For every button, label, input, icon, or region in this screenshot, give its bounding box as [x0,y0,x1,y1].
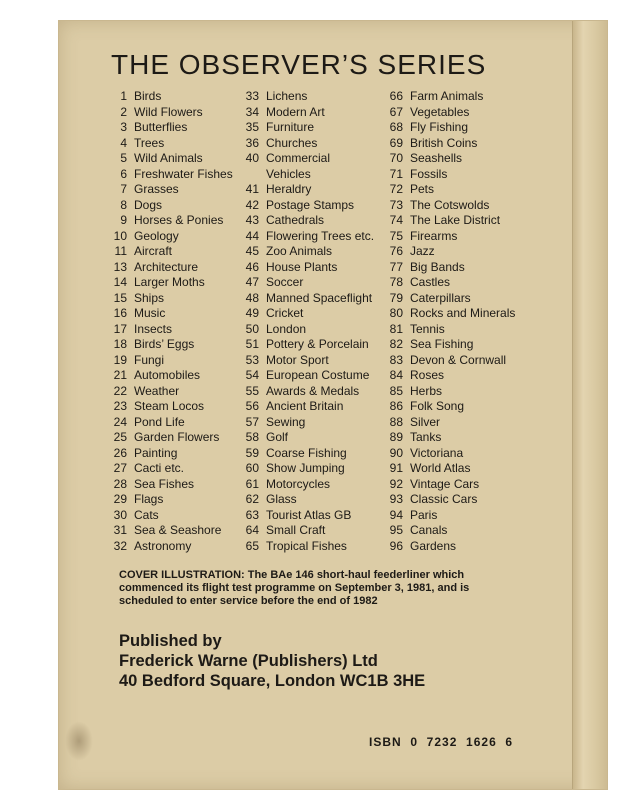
series-list-item [235,260,374,276]
series-list-item [103,399,233,415]
series-number: 7 [120,182,127,196]
series-number: 8 [120,197,127,212]
series-title-text: Soccer [266,275,304,289]
series-number: 2 [120,104,127,119]
series-number: 62 [245,492,259,506]
series-title-text: Vintage Cars [410,476,480,491]
series-list-item [379,399,515,415]
series-title-text: Ancient Britain [266,399,344,413]
series-list-item [235,353,374,369]
series-title-text: Motor Sport [266,352,329,367]
series-title-text: Wild Flowers [134,104,203,119]
series-number: 80 [389,306,403,320]
publisher-block [119,631,425,691]
series-list-item [379,182,515,198]
series-list-item [103,244,233,260]
series-number: 6 [120,166,127,181]
series-list-item [103,260,233,276]
series-number: 95 [389,523,403,537]
series-title-text: Coarse Fishing [266,445,347,460]
series-list-item [379,492,515,508]
series-title-text: Roses [410,368,445,382]
series-list-item [235,523,374,539]
series-list-item [103,89,233,105]
series-number: 27 [113,461,127,475]
series-number: 72 [389,182,403,196]
series-number: 68 [389,120,403,134]
series-title-text: Aircraft [134,244,173,258]
series-title-text: Rocks and Minerals [410,306,516,320]
series-list-item [103,151,233,167]
series-title-text: Birds’ Eggs [134,337,195,351]
series-title-text: Cacti etc. [134,461,185,475]
series-number: 53 [245,352,259,367]
series-title-text: House Plants [266,259,338,274]
series-list-item [379,415,515,431]
series-number: 4 [120,135,127,150]
series-title-text: Paris [410,507,438,522]
series-list-item [235,291,374,307]
series-number: 67 [389,104,403,119]
publisher-line: Frederick Warne (Publishers) Ltd [119,652,378,670]
series-list-item [235,167,374,183]
series-number: 18 [113,337,127,351]
series-title-text: Fossils [410,166,448,181]
series-list-item [235,151,374,167]
series-list-item [379,105,515,121]
series-number: 64 [245,523,259,537]
series-number: 17 [113,321,127,336]
cover-illustration-note [119,569,559,608]
series-list-item [379,120,515,136]
series-number: 10 [113,228,127,243]
series-title-text: Horses & Ponies [134,213,224,227]
series-number: 21 [113,368,127,382]
series-title-text: Dogs [134,197,163,212]
series-list-item [103,446,233,462]
series-number: 46 [245,259,259,274]
series-title-text: Grasses [134,182,179,196]
series-list-item [379,508,515,524]
series-number: 81 [389,321,403,336]
series-title-text: Vegetables [410,104,470,119]
series-list-item [235,244,374,260]
series-title-text: Sea Fishes [134,476,195,491]
series-title-text: Pets [410,182,435,196]
series-list-item [103,136,233,152]
series-number: 26 [113,445,127,460]
series-title-text: European Costume [266,368,370,382]
series-list-item [379,167,515,183]
series-list-item [235,430,374,446]
series-title-text: Sewing [266,414,306,429]
series-list-item [103,384,233,400]
series-title-text: Classic Cars [410,492,478,506]
series-list-item [379,291,515,307]
series-number: 78 [389,275,403,289]
series-number: 32 [113,538,127,553]
series-title-text: Birds [134,89,162,103]
series-title-text: Golf [266,430,289,444]
series-list-item [379,244,515,260]
title-list-column-1 [103,89,233,554]
series-list-item [103,353,233,369]
series-title-text: Music [134,306,166,320]
series-title-text: Jazz [410,244,435,258]
series-list-item [235,492,374,508]
series-list-item [103,477,233,493]
series-title-text: Lichens [266,89,308,103]
series-number: 59 [245,445,259,460]
series-list-item [235,275,374,291]
publisher-line: 40 Bedford Square, London WC1B 3HE [119,672,426,690]
series-number: 73 [389,197,403,212]
series-title-text: Sea Fishing [410,337,474,351]
series-number: 45 [245,244,259,258]
cover-note-line: COVER ILLUSTRATION: The BAe 146 short-haul feederliner which [119,569,465,581]
series-list-item [379,136,515,152]
series-list-item [379,213,515,229]
series-number: 91 [389,461,403,475]
series-number: 58 [245,430,259,444]
series-number [235,167,259,183]
series-title-text: London [266,321,307,336]
series-title-text: Postage Stamps [266,197,355,212]
series-number: 24 [113,414,127,429]
series-list-item [103,415,233,431]
series-list-item [235,415,374,431]
series-list-item [379,306,515,322]
series-number: 30 [113,507,127,522]
series-title-text: Heraldry [266,182,312,196]
series-number: 33 [245,89,259,103]
cover-note-line: scheduled to enter service before the end of 1982 [119,595,378,607]
series-title-text: Tourist Atlas GB [266,507,352,522]
series-number: 84 [389,368,403,382]
series-title-text: Architecture [134,259,199,274]
series-list-item [103,182,233,198]
series-title-text: Pottery & Porcelain [266,337,369,351]
series-list-item [379,275,515,291]
series-list-item [235,89,374,105]
series-title-text: Cats [134,507,159,522]
series-title-text: Insects [134,321,173,336]
series-number: 35 [245,120,259,134]
series-number: 55 [245,383,259,398]
series-list-item [103,322,233,338]
series-list-item [235,539,374,555]
series-list-item [379,430,515,446]
series-title-text: Wild Animals [134,151,203,165]
series-title-text: Tropical Fishes [266,538,347,553]
series-title-text: Big Bands [410,259,465,274]
series-title-text: Gardens [410,538,457,553]
series-list-item [235,182,374,198]
series-list-item [379,322,515,338]
series-list-item [379,353,515,369]
series-title-text: Victoriana [410,445,464,460]
series-title-text: Flowering Trees etc. [266,228,375,243]
series-number: 79 [389,290,403,305]
series-list-item [379,539,515,555]
series-title-text: Vehicles [266,166,311,181]
series-number: 63 [245,507,259,522]
series-number: 85 [389,383,403,398]
series-number: 49 [245,306,259,320]
series-title-text: Flags [134,492,164,506]
series-title-text: Weather [134,383,180,398]
series-number: 5 [120,151,127,165]
series-number: 3 [120,120,127,134]
series-list-item [103,198,233,214]
series-title-text: Furniture [266,120,315,134]
series-list-item [235,306,374,322]
series-number: 82 [389,337,403,351]
series-list-item [235,461,374,477]
series-list-item [379,523,515,539]
series-title-text: Cathedrals [266,213,325,227]
series-list-item [103,213,233,229]
cover-stain [65,721,93,761]
series-number: 88 [389,414,403,429]
series-list-item [103,539,233,555]
series-number: 96 [389,538,403,553]
series-list-item [103,523,233,539]
series-title-text: Larger Moths [134,275,205,289]
book-spine [572,21,607,789]
series-list-item [235,477,374,493]
series-list-item [379,384,515,400]
series-title-text: Herbs [410,383,443,398]
series-number: 50 [245,321,259,336]
series-list-item [379,229,515,245]
series-number: 31 [113,523,127,537]
series-title-text: Silver [410,414,441,429]
series-number: 66 [389,89,403,103]
series-list-item [379,446,515,462]
series-number: 19 [113,352,127,367]
cover-note-line: commenced its flight test programme on September 3, 1981, and is [119,582,470,594]
series-title: THE OBSERVER’S SERIES [111,49,487,80]
series-list-item [235,322,374,338]
title-list-column-3 [379,89,515,554]
series-number: 13 [113,259,127,274]
series-number: 83 [389,352,403,367]
series-number: 57 [245,414,259,429]
series-title-text: Cricket [266,306,304,320]
book-back-cover [58,20,608,790]
series-list-item [103,120,233,136]
publisher-line: Published by [119,632,222,650]
series-title-text: Automobiles [134,368,201,382]
series-number: 76 [389,244,403,258]
series-title-text: Fly Fishing [410,120,469,134]
series-title-text: Freshwater Fishes [134,166,233,181]
series-number: 71 [389,166,403,181]
series-title-text: Butterflies [134,120,188,134]
series-number: 36 [245,135,259,150]
series-number: 54 [245,368,259,382]
series-list-item [103,337,233,353]
series-list-item [235,508,374,524]
series-list-item [103,368,233,384]
series-list-item [103,306,233,322]
series-title-text: Painting [134,445,178,460]
series-number: 94 [389,507,403,522]
series-title-text: World Atlas [410,461,471,475]
series-number: 41 [245,182,259,196]
series-list-item [379,477,515,493]
series-list-item [103,229,233,245]
series-number: 15 [113,290,127,305]
series-title-text: Folk Song [410,399,465,413]
series-number: 34 [245,104,259,119]
series-number: 92 [389,476,403,491]
series-title-text: Fungi [134,352,165,367]
series-title-text: Sea & Seashore [134,523,222,537]
series-number: 89 [389,430,403,444]
isbn-number: ISBN 0 7232 1626 6 [369,735,514,749]
series-title-text: Farm Animals [410,89,484,103]
series-number: 77 [389,259,403,274]
series-list-item [235,399,374,415]
series-title-text: Churches [266,135,318,150]
series-list-item [235,368,374,384]
series-number: 11 [114,244,127,258]
series-number: 74 [389,213,403,227]
series-list-item [379,89,515,105]
series-title-text: Astronomy [134,538,192,553]
series-number: 75 [389,228,403,243]
series-number: 16 [113,306,127,320]
series-number: 40 [245,151,259,165]
series-list-item [103,508,233,524]
series-title-text: Pond Life [134,414,185,429]
series-number: 51 [245,337,259,351]
series-number: 14 [113,275,127,289]
series-list-item [103,275,233,291]
series-title-text: Glass [266,492,297,506]
series-title-text: British Coins [410,135,478,150]
series-title-text: Garden Flowers [134,430,220,444]
series-number: 44 [245,228,259,243]
series-title-text: The Lake District [410,213,501,227]
series-title-text: Tennis [410,321,445,336]
series-list-item [379,260,515,276]
series-title-text: Zoo Animals [266,244,333,258]
series-number: 47 [245,275,259,289]
series-number: 9 [120,213,127,227]
series-number: 60 [245,461,259,475]
series-number: 56 [245,399,259,413]
series-number: 86 [389,399,403,413]
series-list-item [103,105,233,121]
series-number: 65 [245,538,259,553]
series-list-item [235,229,374,245]
series-number: 1 [120,89,127,103]
series-title-text: Devon & Cornwall [410,352,507,367]
series-title-text: Canals [410,523,448,537]
series-title-text: Manned Spaceflight [266,290,373,305]
series-title-text: The Cotswolds [410,197,490,212]
series-number: 25 [113,430,127,444]
title-list-column-2 [235,89,374,554]
series-title-text: Modern Art [266,104,325,119]
series-number: 70 [389,151,403,165]
series-title-text: Motorcycles [266,476,331,491]
series-number: 28 [113,476,127,491]
series-number: 93 [389,492,403,506]
series-list-item [235,384,374,400]
series-title-text: Awards & Medals [266,383,360,398]
series-title-text: Small Craft [266,523,326,537]
series-list-item [235,120,374,136]
series-list-item [103,167,233,183]
series-title-text: Seashells [410,151,463,165]
series-title-text: Steam Locos [134,399,205,413]
series-title-text: Tanks [410,430,442,444]
series-list-item [103,461,233,477]
series-title-text: Show Jumping [266,461,345,475]
series-title-text: Ships [134,290,165,305]
series-list-item [379,198,515,214]
series-list-item [379,461,515,477]
series-number: 23 [113,399,127,413]
series-title-text: Trees [134,135,165,150]
series-title-text: Commercial [266,151,331,165]
series-number: 69 [389,135,403,150]
series-list-item [235,105,374,121]
series-number: 90 [389,445,403,460]
series-list-item [235,198,374,214]
series-list-item [235,337,374,353]
series-list-item [379,368,515,384]
series-list-item [379,337,515,353]
series-list-item [235,136,374,152]
series-title-text: Caterpillars [410,290,471,305]
series-list-item [103,291,233,307]
series-number: 48 [245,290,259,305]
series-number: 29 [113,492,127,506]
series-list-item [235,446,374,462]
series-title-text: Castles [410,275,451,289]
series-number: 43 [245,213,259,227]
series-list-item [103,492,233,508]
series-title-text: Geology [134,228,179,243]
series-list-item [235,213,374,229]
series-list-item [379,151,515,167]
series-list-item [103,430,233,446]
series-number: 22 [113,383,127,398]
series-number: 61 [245,476,259,491]
series-number: 42 [245,197,259,212]
series-title-text: Firearms [410,228,458,243]
